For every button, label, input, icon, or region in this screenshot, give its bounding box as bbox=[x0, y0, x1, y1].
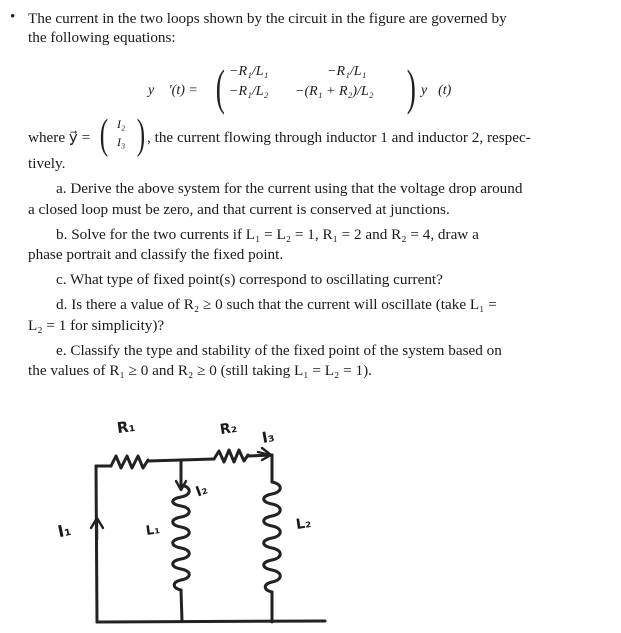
intro-line-1: The current in the two loops shown by the circuit in the figure are governed by bbox=[28, 10, 507, 27]
vector-entry-2: I₃ bbox=[117, 135, 126, 149]
left-wire bbox=[96, 466, 97, 622]
label-i2: I₂ bbox=[193, 481, 210, 501]
part-c-line-1: c. What type of fixed point(s) correspond to oscillating current? bbox=[56, 271, 443, 288]
vector-left-paren: ( bbox=[99, 112, 109, 158]
matrix-cell-12: −R₁/L₁ bbox=[327, 64, 367, 79]
vector-entry-1: I₂ bbox=[117, 117, 126, 131]
resistor-r2 bbox=[214, 450, 248, 462]
label-r1: R₁ bbox=[115, 416, 137, 438]
equation-lhs: y⃗ ′(t) = bbox=[148, 83, 198, 98]
part-e-line-2: the values of R₁ ≥ 0 and R₂ ≥ 0 (still taking L₁ = L₂ = 1). bbox=[28, 362, 372, 379]
matrix-cell-22: −(R₁ + R₂)/L₂ bbox=[295, 84, 374, 99]
where-prefix: where y⃗ = bbox=[28, 129, 91, 146]
part-b-line-1: b. Solve for the two currents if L₁ = L₂ = 1, R₁ = 2 and R₂ = 4, draw a bbox=[56, 226, 479, 243]
matrix-left-paren: ( bbox=[215, 59, 225, 115]
part-a-line-1: a. Derive the above system for the current using that the voltage drop around bbox=[56, 180, 523, 197]
part-d-line-2: L₂ = 1 for simplicity)? bbox=[28, 317, 165, 334]
matrix-right-paren: ) bbox=[406, 59, 416, 115]
middle-branch-bottom-wire bbox=[181, 590, 182, 621]
i1-arrow-icon bbox=[91, 518, 103, 540]
where-suffix: , the current flowing through inductor 1 and inductor 2, respec- bbox=[147, 129, 531, 146]
intro-line-2: the following equations: bbox=[28, 29, 176, 46]
label-l1: L₁ bbox=[144, 522, 161, 539]
equation-rhs: y⃗(t) bbox=[421, 83, 452, 98]
label-i3: I₃ bbox=[260, 427, 276, 447]
resistor-r1 bbox=[111, 456, 148, 468]
where-continuation: tively. bbox=[28, 155, 66, 172]
part-b-line-2: phase portrait and classify the fixed point. bbox=[28, 246, 284, 263]
label-l2: L₂ bbox=[294, 515, 313, 533]
matrix-cell-11: −R₁/L₁ bbox=[229, 64, 269, 79]
i3-arrow-icon bbox=[258, 448, 271, 460]
part-d-line-1: d. Is there a value of R₂ ≥ 0 such that the current will oscillate (take L₁ = bbox=[56, 296, 497, 313]
part-a-line-2: a closed loop must be zero, and that current is conserved at junctions. bbox=[28, 201, 450, 218]
bullet-marker: • bbox=[10, 9, 16, 25]
inductor-l1 bbox=[173, 485, 190, 590]
inductor-l2 bbox=[264, 482, 281, 592]
vector-right-paren: ) bbox=[136, 112, 146, 158]
label-i1: I₁ bbox=[56, 519, 73, 542]
matrix-cell-21: −R₁/L₂ bbox=[229, 84, 269, 99]
part-e-line-1: e. Classify the type and stability of the fixed point of the system based on bbox=[56, 342, 502, 359]
label-r2: R₂ bbox=[218, 419, 238, 439]
bottom-wire bbox=[97, 621, 325, 622]
